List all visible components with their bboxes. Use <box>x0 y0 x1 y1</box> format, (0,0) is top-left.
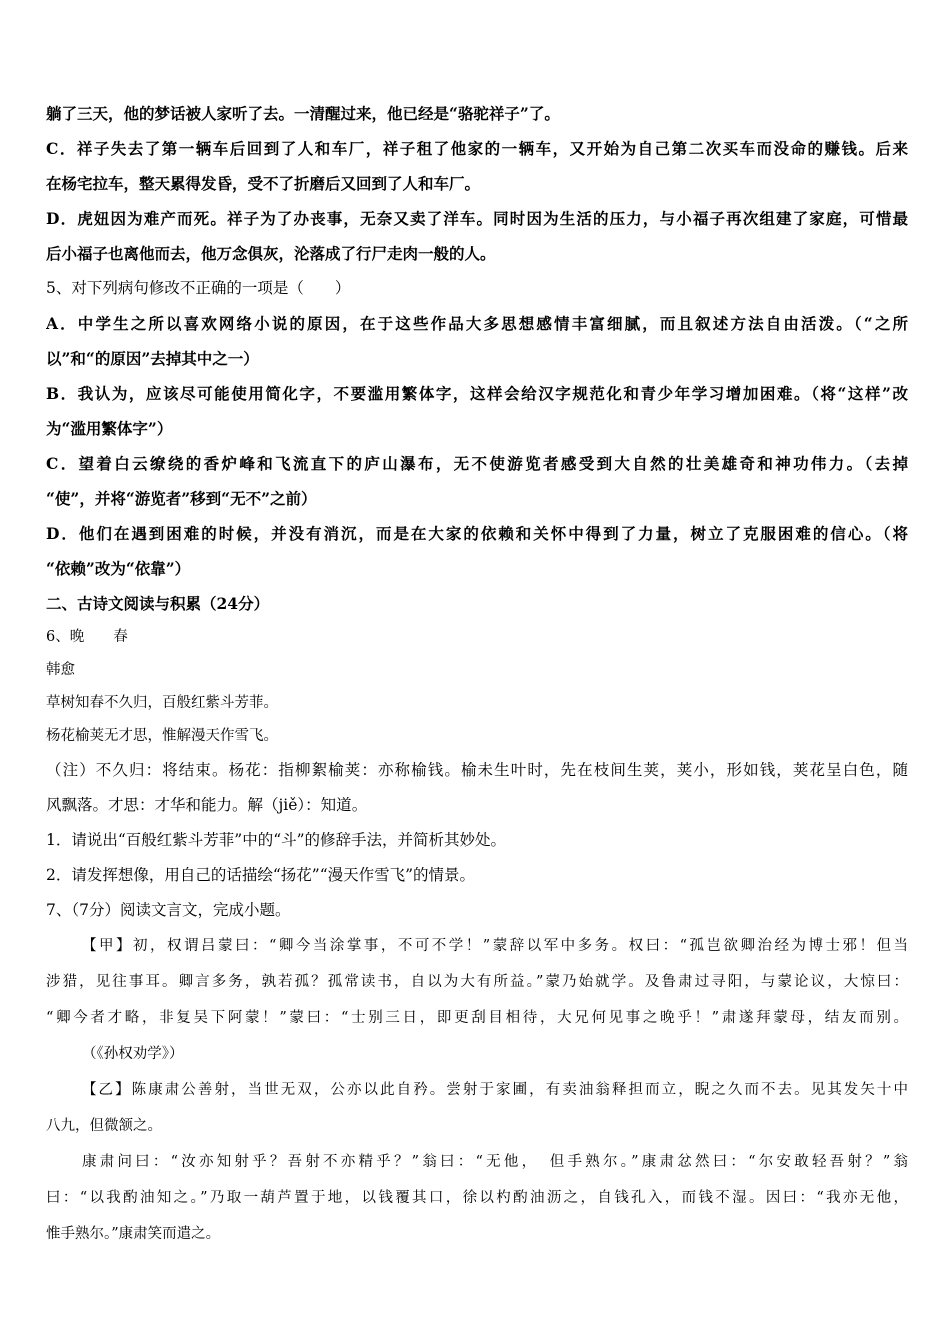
question-7-heading: 7、（7分）阅读文言文，完成小题。 <box>46 901 291 919</box>
option-c-line: C．望着白云缭绕的香炉峰和飞流直下的庐山瀑布，无不使游览者感受到大自然的壮美雄奇和神功伟力。（去掉 <box>46 454 908 473</box>
poem-author: 韩愈 <box>46 662 75 678</box>
sub-question: 2．请发挥想像，用自己的话描绘“扬花”“漫天作雪飞”的情景。 <box>46 866 476 884</box>
option-b-line: B．我认为，应该尽可能使用简化字，不要滥用繁体字，这样会给汉字规范化和青少年学习增加困难。（将“这样”改 <box>46 384 908 403</box>
classical-text-line: 八九，但微颔之。 <box>46 1118 162 1134</box>
text-line: “依赖”改为“依靠”） <box>46 559 191 578</box>
classical-text-line: “卿今者才略，非复吴下阿蒙！”蒙曰：“士别三日，即更刮目相待，大兄何见事之晚乎！”肃遂拜蒙母，结友而别。 <box>46 1010 908 1026</box>
poem-line: 杨花榆荚无才思，惟解漫天作雪飞。 <box>46 728 278 744</box>
classical-text-line: 康肃问曰：“汝亦知射乎？吾射不亦精乎？”翁曰：“无他， 但手熟尔。”康肃忿然曰：“尔安敢轻吾射？”翁 <box>82 1154 908 1170</box>
poem-title: 6、晚 春 <box>46 629 128 645</box>
source-citation: （《孙权劝学》） <box>82 1046 184 1062</box>
text-line: 在杨宅拉车，整天累得发昏，受不了折磨后又回到了人和车厂。 <box>46 174 481 193</box>
classical-text-line: 曰：“以我酌油知之。”乃取一葫芦置于地，以钱覆其口，徐以杓酌油沥之，自钱孔入，而钱不湿。因曰：“我亦无他， <box>46 1190 908 1206</box>
question-5-heading: 5、对下列病句修改不正确的一项是（ ） <box>46 279 351 297</box>
poem-note: 风飘落。才思：才华和能力。解（jiě）：知道。 <box>46 796 368 814</box>
classical-text-line: 【乙】陈康肃公善射，当世无双，公亦以此自矜。尝射于家圃，有卖油翁释担而立，睨之久而不去。见其发矢十中 <box>82 1082 908 1098</box>
document-page <box>46 96 908 1252</box>
text-line: 后小福子也离他而去，他万念俱灰，沦落成了行尸走肉一般的人。 <box>46 244 496 263</box>
option-d-line: D．虎妞因为难产而死。祥子为了办丧事，无奈又卖了洋车。同时因为生活的压力，与小福子再次组建了家庭，可惜最 <box>46 209 908 228</box>
classical-text-line: 【甲】初，权谓吕蒙曰：“卿今当涂掌事，不可不学！”蒙辞以军中多务。权曰：“孤岂欲卿治经为博士邪！但当 <box>82 938 908 954</box>
text-line: 以”和“的原因”去掉其中之一） <box>46 349 259 368</box>
text-line: 躺了三天，他的梦话被人家听了去。一清醒过来，他已经是“骆驼祥子”了。 <box>46 104 560 123</box>
option-c-line: C．祥子失去了第一辆车后回到了人和车厂，祥子租了他家的一辆车，又开始为自己第二次买车而没命的赚钱。后来 <box>46 139 908 158</box>
poem-line: 草树知春不久归，百般红紫斗芳菲。 <box>46 695 278 711</box>
classical-text-line: 惟手熟尔。”康肃笑而遣之。 <box>46 1226 221 1242</box>
option-d-line: D．他们在遇到困难的时候，并没有消沉，而是在大家的依赖和关怀中得到了力量，树立了克服困难的信心。（将 <box>46 524 908 543</box>
classical-text-line: 涉猎，见往事耳。卿言多务，孰若孤？孤常读书，自以为大有所益。”蒙乃始就学。及鲁肃过寻阳，与蒙论议，大惊曰： <box>46 974 908 990</box>
text-line: 为“滥用繁体字”） <box>46 419 173 438</box>
option-a-line: A．中学生之所以喜欢网络小说的原因，在于这些作品大多思想感情丰富细腻，而且叙述方法自由活泼。（“之所 <box>46 314 908 333</box>
sub-question: 1．请说出“百般红紫斗芳菲”中的“斗”的修辞手法，并简析其妙处。 <box>46 831 507 849</box>
poem-note: （注）不久归：将结束。杨花：指柳絮榆荚：亦称榆钱。榆未生叶时，先在枝间生荚，荚小，形如钱，荚花呈白色，随 <box>46 761 908 779</box>
section-heading: 二、古诗文阅读与积累（24分） <box>46 594 270 613</box>
text-line: “使”，并将“游览者”移到“无不”之前） <box>46 489 317 508</box>
